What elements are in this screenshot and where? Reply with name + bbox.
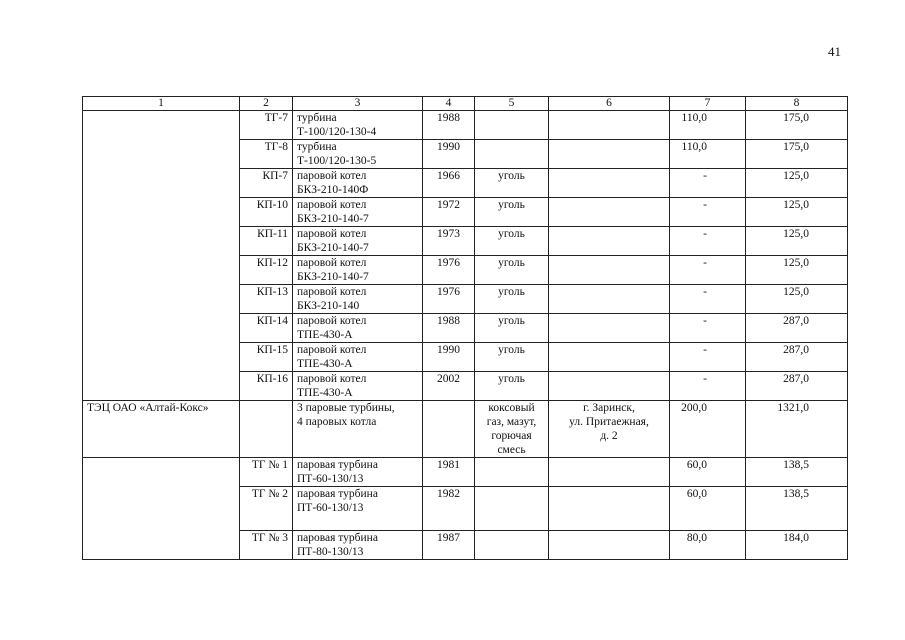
equipment-name <box>293 314 423 343</box>
year: 1976 <box>423 285 475 314</box>
equipment-model: БКЗ-210-140 <box>297 300 360 312</box>
column-header: 7 <box>670 97 746 111</box>
equipment-type: паровая турбина <box>297 532 378 544</box>
header-row <box>83 97 848 111</box>
table-row <box>83 458 848 487</box>
fuel: уголь <box>475 343 549 372</box>
year: 1976 <box>423 256 475 285</box>
equipment-type: паровая турбина <box>297 488 378 500</box>
column-header: 8 <box>746 97 848 111</box>
col8-value: 175,0 <box>746 111 848 140</box>
column-header: 6 <box>549 97 670 111</box>
col7-value: - <box>670 169 746 198</box>
col7-value: - <box>670 227 746 256</box>
col8-value: 125,0 <box>746 256 848 285</box>
col7-value: 110,0 <box>670 111 746 140</box>
equipment-type: паровой котел <box>297 315 367 327</box>
empty-group-cell <box>83 458 240 560</box>
col8-value: 125,0 <box>746 198 848 227</box>
fuel-line: газ, мазут, <box>486 416 537 428</box>
column-header: 4 <box>423 97 475 111</box>
address <box>549 372 670 401</box>
address <box>549 285 670 314</box>
equipment-type: паровая турбина <box>297 459 378 471</box>
fuel-line: коксовый <box>488 402 535 414</box>
col7-value: 110,0 <box>670 140 746 169</box>
year: 1981 <box>423 458 475 487</box>
equipment-model: ТПЕ-430-А <box>297 329 353 341</box>
fuel-line: горючая <box>491 430 532 442</box>
col7-value: - <box>670 372 746 401</box>
col8-value: 125,0 <box>746 169 848 198</box>
address <box>549 458 670 487</box>
col7-value: 200,0 <box>670 401 746 458</box>
fuel <box>475 140 549 169</box>
col8-value: 287,0 <box>746 314 848 343</box>
address <box>549 531 670 560</box>
col7-value: - <box>670 256 746 285</box>
year: 1982 <box>423 487 475 531</box>
empty-cell <box>423 401 475 458</box>
equipment-code: ТГ № 3 <box>240 531 293 560</box>
equipment-name <box>293 343 423 372</box>
year: 1990 <box>423 343 475 372</box>
equipment-model: ПТ-60-130/13 <box>297 473 364 485</box>
address <box>549 140 670 169</box>
equipment-code: КП-10 <box>240 198 293 227</box>
fuel-line: смесь <box>497 444 526 456</box>
equipment-model: ТПЕ-430-А <box>297 358 353 370</box>
equipment-model: ПТ-80-130/13 <box>297 546 364 558</box>
fuel: уголь <box>475 372 549 401</box>
empty-group-cell <box>83 111 240 401</box>
equipment-code: КП-7 <box>240 169 293 198</box>
year: 1972 <box>423 198 475 227</box>
equipment-model: БКЗ-210-140Ф <box>297 184 369 196</box>
col8-value: 287,0 <box>746 372 848 401</box>
equipment-type: турбина <box>297 141 337 153</box>
equipment-name <box>293 285 423 314</box>
equipment-type: паровой котел <box>297 199 367 211</box>
equipment-name <box>293 111 423 140</box>
column-header: 2 <box>240 97 293 111</box>
plant-row <box>83 401 848 458</box>
col8-value: 287,0 <box>746 343 848 372</box>
equipment-code: КП-16 <box>240 372 293 401</box>
col7-value: - <box>670 343 746 372</box>
col8-value: 125,0 <box>746 285 848 314</box>
address <box>549 256 670 285</box>
equipment-code: КП-15 <box>240 343 293 372</box>
equipment-name <box>293 531 423 560</box>
equipment-name <box>293 256 423 285</box>
col7-value: 60,0 <box>670 487 746 531</box>
fuel: уголь <box>475 169 549 198</box>
col8-value: 138,5 <box>746 458 848 487</box>
column-header: 5 <box>475 97 549 111</box>
plant-description <box>293 401 423 458</box>
fuel: уголь <box>475 198 549 227</box>
fuel <box>475 531 549 560</box>
equipment-name <box>293 458 423 487</box>
year: 1988 <box>423 314 475 343</box>
equipment-name <box>293 227 423 256</box>
address <box>549 169 670 198</box>
col7-value: 80,0 <box>670 531 746 560</box>
equipment-code: ТГ № 1 <box>240 458 293 487</box>
column-header: 3 <box>293 97 423 111</box>
fuel: уголь <box>475 227 549 256</box>
address <box>549 111 670 140</box>
fuel <box>475 111 549 140</box>
equipment-name <box>293 372 423 401</box>
equipment-code: ТГ-8 <box>240 140 293 169</box>
equipment-name <box>293 487 423 531</box>
year: 1990 <box>423 140 475 169</box>
table-row <box>83 111 848 140</box>
equipment-code: КП-14 <box>240 314 293 343</box>
equipment-code: КП-12 <box>240 256 293 285</box>
address <box>549 314 670 343</box>
equipment-code: КП-13 <box>240 285 293 314</box>
equipment-model: Т-100/120-130-5 <box>297 155 377 167</box>
equipment-model: ПТ-60-130/13 <box>297 502 364 514</box>
equipment-code: ТГ-7 <box>240 111 293 140</box>
year: 1987 <box>423 531 475 560</box>
equipment-type: паровой котел <box>297 228 367 240</box>
column-header: 1 <box>83 97 240 111</box>
fuel <box>475 458 549 487</box>
equipment-table <box>82 96 848 560</box>
equipment-name <box>293 140 423 169</box>
address-line: ул. Притаежная, <box>569 416 649 428</box>
plant-fuel <box>475 401 549 458</box>
col8-value: 125,0 <box>746 227 848 256</box>
col7-value: - <box>670 285 746 314</box>
equipment-code: ТГ № 2 <box>240 487 293 531</box>
address <box>549 343 670 372</box>
equipment-model: ТПЕ-430-А <box>297 387 353 399</box>
page-number: 41 <box>828 44 841 59</box>
col8-value: 175,0 <box>746 140 848 169</box>
fuel: уголь <box>475 314 549 343</box>
plant-desc-line: 3 паровые турбины, <box>297 402 395 414</box>
fuel: уголь <box>475 256 549 285</box>
address-line: г. Заринск, <box>583 402 635 414</box>
equipment-model: БКЗ-210-140-7 <box>297 271 369 283</box>
fuel <box>475 487 549 531</box>
fuel: уголь <box>475 285 549 314</box>
year: 1988 <box>423 111 475 140</box>
empty-cell <box>240 401 293 458</box>
address-line: д. 2 <box>600 430 618 442</box>
year: 1973 <box>423 227 475 256</box>
equipment-code: КП-11 <box>240 227 293 256</box>
equipment-model: БКЗ-210-140-7 <box>297 213 369 225</box>
equipment-type: паровой котел <box>297 257 367 269</box>
col7-value: - <box>670 314 746 343</box>
col7-value: 60,0 <box>670 458 746 487</box>
plant-name: ТЭЦ ОАО «Алтай-Кокс» <box>83 401 240 458</box>
equipment-type: паровой котел <box>297 344 367 356</box>
equipment-model: БКЗ-210-140-7 <box>297 242 369 254</box>
year: 1966 <box>423 169 475 198</box>
equipment-type: паровой котел <box>297 373 367 385</box>
col8-value: 1321,0 <box>746 401 848 458</box>
equipment-type: паровой котел <box>297 170 367 182</box>
equipment-type: паровой котел <box>297 286 367 298</box>
col8-value: 184,0 <box>746 531 848 560</box>
plant-address <box>549 401 670 458</box>
equipment-name <box>293 169 423 198</box>
address <box>549 487 670 531</box>
address <box>549 198 670 227</box>
col8-value: 138,5 <box>746 487 848 531</box>
year: 2002 <box>423 372 475 401</box>
address <box>549 227 670 256</box>
equipment-name <box>293 198 423 227</box>
equipment-type: турбина <box>297 112 337 124</box>
equipment-model: Т-100/120-130-4 <box>297 126 377 138</box>
plant-desc-line: 4 паровых котла <box>297 416 377 428</box>
col7-value: - <box>670 198 746 227</box>
